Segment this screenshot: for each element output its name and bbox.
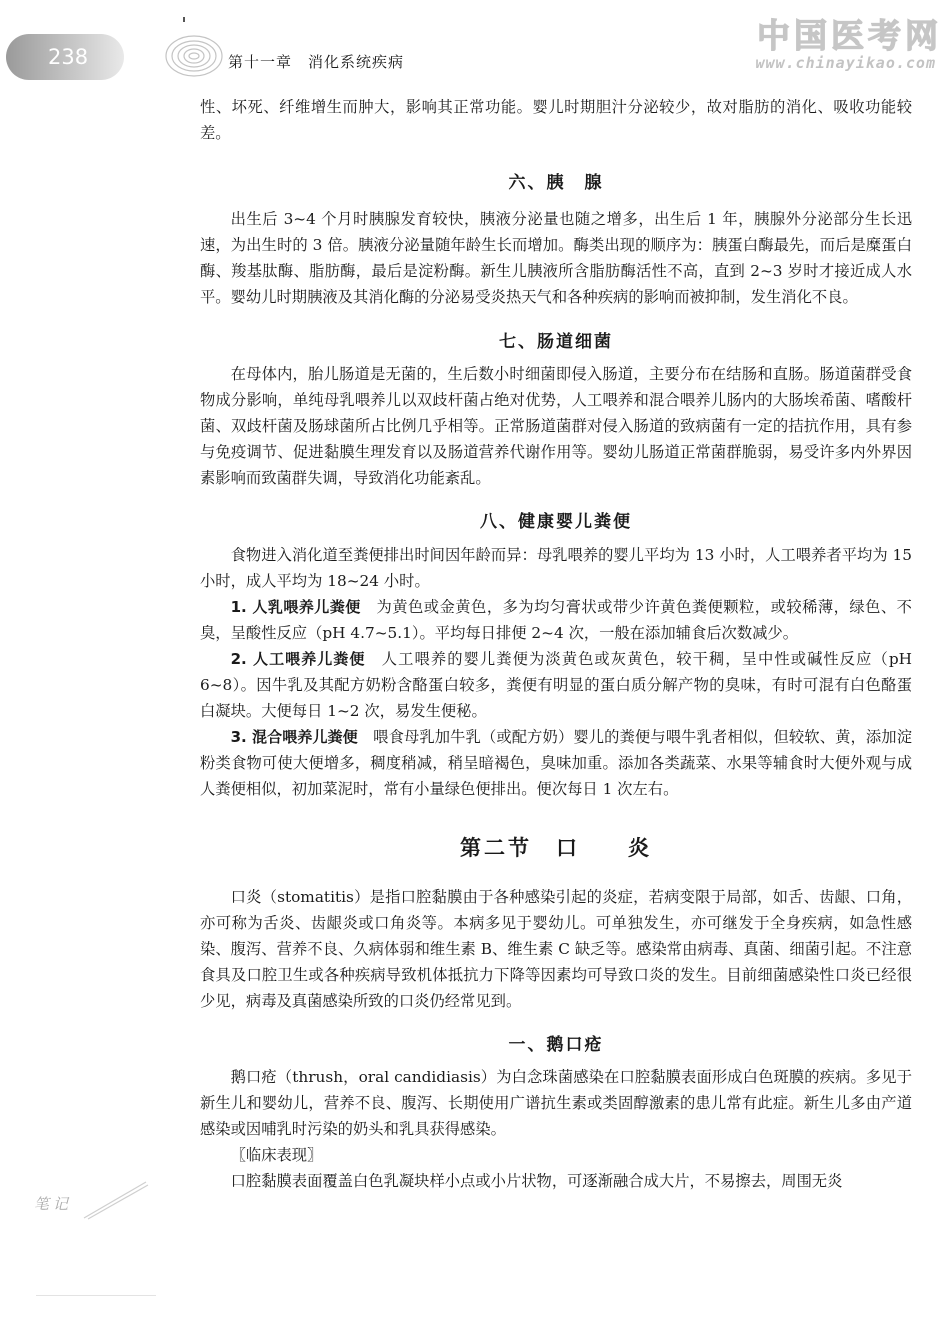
paragraph-intestinal-bacteria: 在母体内，胎儿肠道是无菌的，生后数小时细菌即侵入肠道，主要分布在结肠和直肠。肠道菌群受食物成分影响，单纯母乳喂养儿以双歧杆菌占绝对优势，人工喂养和混合喂养儿肠内的大肠埃希菌、嗜酸杆菌、双歧杆菌及肠球菌所占比例几乎相等。正常肠道菌群对侵入肠道的致病菌有一定的拮抗作用，具有参与免疫调节、促进黏膜生理发育以及肠道营养代谢作用等。婴幼儿肠道正常菌群脆弱，易受许多内外界因素影响而致菌群失调，导致消化功能紊乱。 <box>200 365 912 487</box>
heading-infant-stool: 八、健康婴儿粪便 <box>480 512 632 532</box>
page-number-badge <box>6 34 124 80</box>
stool-item-label: 3. 混合喂养儿粪便 <box>230 728 358 746</box>
page-body <box>200 94 912 1194</box>
margin-notes-label: 笔记 <box>34 1195 73 1213</box>
intro-paragraph: 性、坏死、纤维增生而肿大，影响其正常功能。婴儿时期胆汁分泌较少，故对脂肪的消化、吸收功能较差。 <box>200 98 912 142</box>
paragraph-clinical-manifestation: 口腔黏膜表面覆盖白色乳凝块样小点或小片状物，可逐渐融合成大片，不易擦去，周围无炎 <box>230 1172 843 1190</box>
paragraph-thrush: 鹅口疮（thrush，oral candidiasis）为白念珠菌感染在口腔黏膜表面形成白色斑膜的疾病。多见于新生儿和婴幼儿，营养不良、腹泻、长期使用广谱抗生素或类固醇激素的患儿常有此症。新生儿多由产道感染或因哺乳时污染的奶头和乳具获得感染。 <box>200 1068 912 1138</box>
heading-pancreas: 六、胰 腺 <box>508 173 604 193</box>
swirl-decoration-icon <box>150 22 224 84</box>
footer-rule <box>36 1295 156 1296</box>
page-number: 238 <box>48 45 89 69</box>
heading-thrush: 一、鹅口疮 <box>508 1035 604 1055</box>
paragraph-infant-stool: 食物进入消化道至粪便排出时间因年龄而异：母乳喂养的婴儿平均为 13 小时，人工喂养者平均为 15 小时，成人平均为 18~24 小时。 <box>200 546 912 590</box>
paragraph-pancreas: 出生后 3~4 个月时胰腺发育较快，胰液分泌量也随之增多，出生后 1 年，胰腺外分泌部分生长迅速，为出生时的 3 倍。胰液分泌量随年龄生长而增加。酶类出现的顺序为：胰蛋白酶最先，而后是糜蛋白酶、羧基肽酶、脂肪酶，最后是淀粉酶。新生儿胰液所含脂肪酶活性不高，直到 2~3 岁时才接近成人水平。婴幼儿时期胰液及其消化酶的分泌易受炎热天气和各种疾病的影响而被抑制，发生消化不良。 <box>200 210 912 306</box>
stool-item-mixed <box>200 724 912 802</box>
stool-item-text: 喂食母乳加牛乳（或配方奶）婴儿的粪便与喂牛乳者相似，但较软、黄，添加淀粉类食物可使大便增多，稠度稍减，稍呈暗褐色，臭味加重。添加各类蔬菜、水果等辅食时大便外观与成人粪便相似，初加菜泥时，常有小量绿色便排出。便次每日 1 次左右。 <box>200 728 912 798</box>
stool-item-formula <box>200 646 912 724</box>
stool-item-label: 1. 人乳喂养儿粪便 <box>230 598 361 616</box>
stool-item-breastfed <box>200 594 912 646</box>
paragraph-stomatitis: 口炎（stomatitis）是指口腔黏膜由于各种感染引起的炎症，若病变限于局部，如舌、齿龈、口角，亦可称为舌炎、齿龈炎或口角炎等。本病多见于婴幼儿。可单独发生，亦可继发于全身疾病，如急性感染、腹泻、营养不良、久病体弱和维生素 B、维生素 C 缺乏等。感染常由病毒、真菌、细菌引起。不注意食具及口腔卫生或各种疾病导致机体抵抗力下降等因素均可导致口炎的发生。目前细菌感染性口炎已经很少见，病毒及真菌感染所致的口炎仍经常见到。 <box>200 888 912 1010</box>
stool-item-text: 为黄色或金黄色，多为均匀膏状或带少许黄色粪便颗粒，或较稀薄，绿色、不臭，呈酸性反应（pH 4.7~5.1）。平均每日排便 2~4 次，一般在添加辅食后次数减少。 <box>200 598 912 642</box>
watermark-url: www.chinayikao.com <box>755 54 936 72</box>
stool-item-text: 人工喂养的婴儿粪便为淡黄色或灰黄色，较干稠，呈中性或碱性反应（pH 6~8）。因牛乳及其配方奶粉含酪蛋白较多，粪便有明显的蛋白质分解产物的臭味，有时可混有白色酪蛋白凝块。大便每日 1~2 次，易发生便秘。 <box>200 650 912 720</box>
heading-intestinal-bacteria: 七、肠道细菌 <box>499 332 613 352</box>
clinical-manifestation-label: 〖临床表现〗 <box>230 1146 323 1164</box>
chapter-title: 第十一章 消化系统疾病 <box>228 53 405 71</box>
heading-stomatitis-section: 第二节 口 炎 <box>460 835 652 860</box>
stool-item-label: 2. 人工喂养儿粪便 <box>230 650 366 668</box>
watermark-logo-text: 中国医考网 <box>757 16 942 55</box>
pen-icon <box>80 1178 150 1222</box>
